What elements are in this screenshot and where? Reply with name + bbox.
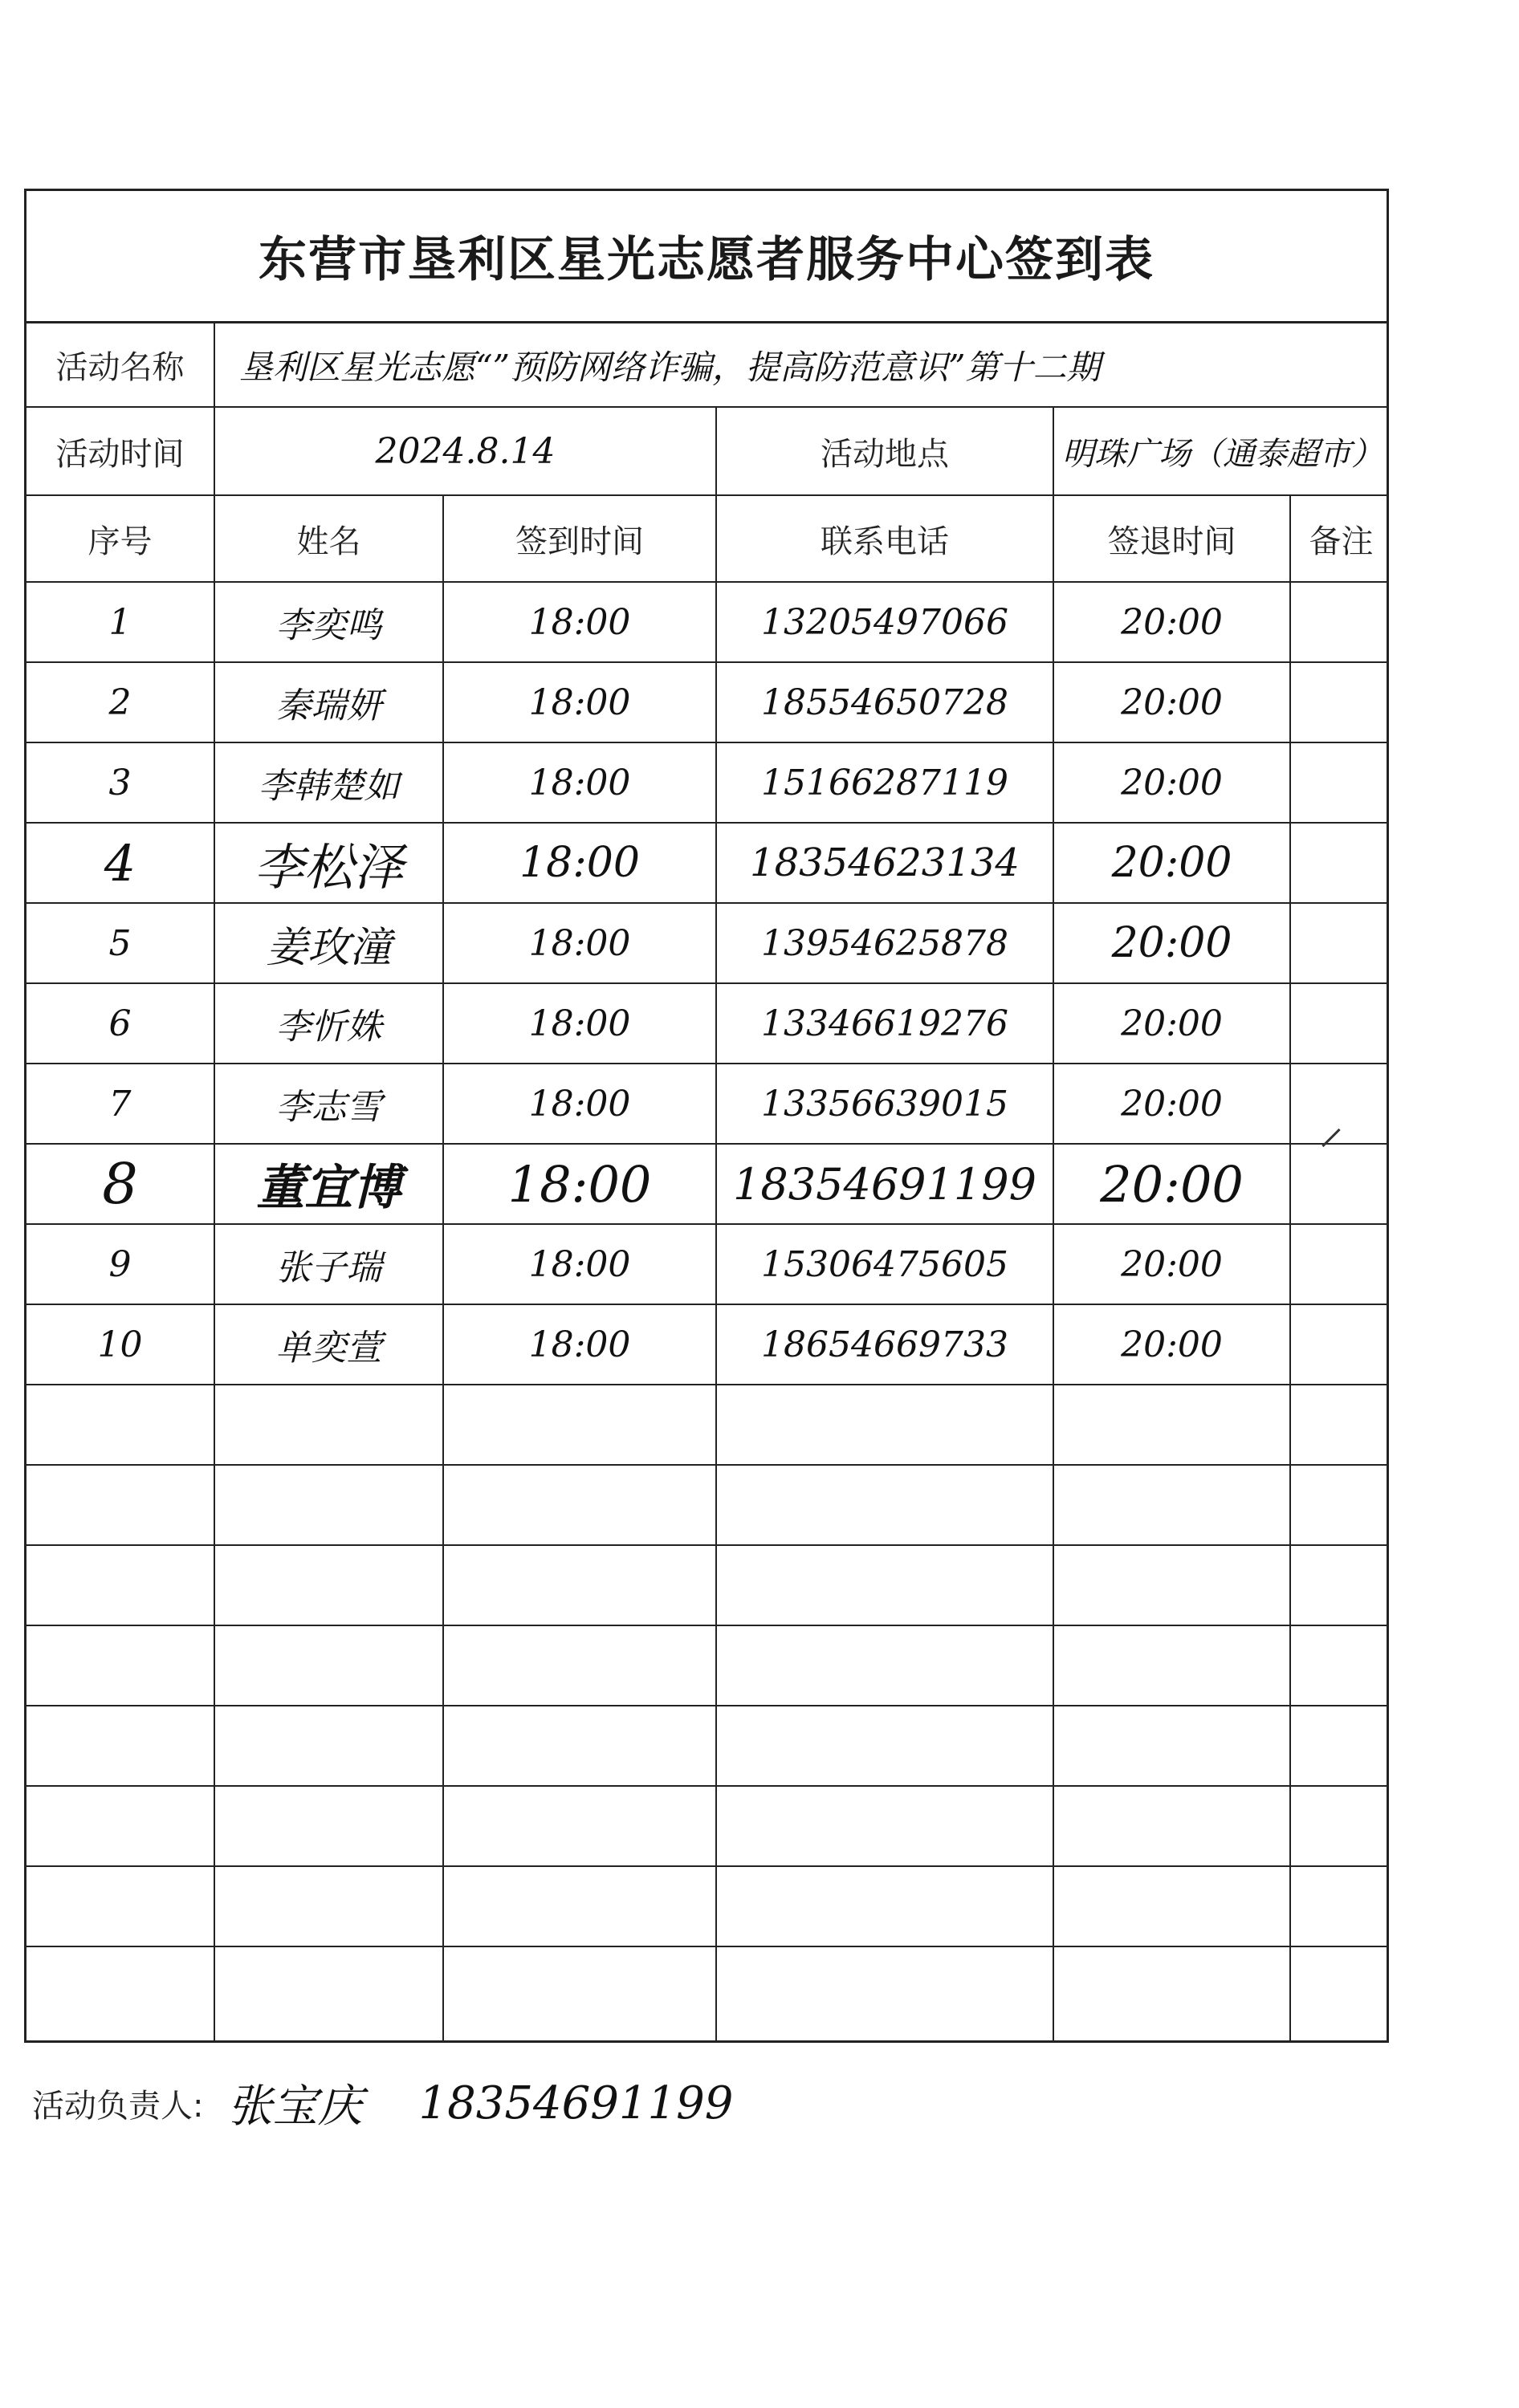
row-no: 8 (26, 1145, 215, 1223)
empty-cell (717, 1787, 1054, 1865)
row-sign-in: 18:00 (444, 1064, 717, 1143)
empty-cell (26, 1626, 215, 1705)
sign-in-sheet (24, 189, 1389, 2043)
activity-time-value: 2024.8.14 (215, 408, 717, 494)
empty-cell (1054, 1867, 1291, 1946)
row-name: 李韩楚如 (215, 743, 444, 822)
col-header-sign-in: 签到时间 (444, 496, 717, 581)
row-no: 4 (26, 824, 215, 902)
row-no: 2 (26, 663, 215, 742)
row-sign-in: 18:00 (444, 1145, 717, 1223)
row-note (1291, 663, 1391, 742)
row-phone: 18354691199 (717, 1145, 1054, 1223)
activity-time-label: 活动时间 (26, 408, 215, 494)
row-name: 秦瑞妍 (215, 663, 444, 742)
table-row (26, 984, 1387, 1064)
activity-place-value: 明珠广场（通泰超市） (1062, 435, 1383, 473)
empty-cell (215, 1546, 444, 1625)
table-row (26, 904, 1387, 984)
table-row-empty (26, 1546, 1387, 1626)
row-phone: 13356639015 (717, 1064, 1054, 1143)
empty-cell (215, 1787, 444, 1865)
row-note (1291, 824, 1391, 902)
row-sign-out: 20:00 (1054, 1145, 1291, 1223)
empty-cell (1054, 1546, 1291, 1625)
empty-cell (444, 1385, 717, 1464)
empty-cell (215, 1626, 444, 1705)
empty-cell (26, 1385, 215, 1464)
row-phone: 15166287119 (717, 743, 1054, 822)
row-note (1291, 1305, 1391, 1384)
row-sign-out: 20:00 (1054, 1064, 1291, 1143)
table-row-empty (26, 1706, 1387, 1787)
empty-cell (1054, 1385, 1291, 1464)
empty-cell (1291, 1867, 1391, 1946)
table-row (26, 1225, 1387, 1305)
empty-cell (26, 1706, 215, 1785)
empty-cell (1291, 1546, 1391, 1625)
organizer-signature: 张宝庆 (227, 2081, 363, 2133)
footer (32, 2071, 733, 2135)
empty-cell (26, 1546, 215, 1625)
activity-name-label: 活动名称 (26, 323, 215, 406)
row-phone: 13954625878 (717, 904, 1054, 982)
row-sign-out: 20:00 (1054, 1225, 1291, 1304)
row-note (1291, 1225, 1391, 1304)
empty-cell (1291, 1947, 1391, 2040)
empty-cell (717, 1867, 1054, 1946)
row-sign-in: 18:00 (444, 904, 717, 982)
empty-cell (1291, 1385, 1391, 1464)
activity-name-row (26, 323, 1387, 408)
row-sign-out: 20:00 (1054, 663, 1291, 742)
empty-cell (215, 1867, 444, 1946)
row-sign-in: 18:00 (444, 824, 717, 902)
row-name: 张子瑞 (215, 1225, 444, 1304)
empty-cell (444, 1466, 717, 1544)
table-row-empty (26, 1867, 1387, 1947)
empty-cell (215, 1706, 444, 1785)
empty-cell (1054, 1626, 1291, 1705)
row-name: 李奕鸣 (215, 583, 444, 661)
row-note (1291, 984, 1391, 1063)
row-phone: 13346619276 (717, 984, 1054, 1063)
row-sign-out: 20:00 (1054, 984, 1291, 1063)
row-name: 李松泽 (215, 824, 444, 902)
row-phone: 18654669733 (717, 1305, 1054, 1384)
row-name: 李志雪 (215, 1064, 444, 1143)
row-sign-in: 18:00 (444, 1225, 717, 1304)
row-note (1291, 583, 1391, 661)
empty-cell (1291, 1626, 1391, 1705)
empty-cell (444, 1706, 717, 1785)
row-sign-in: 18:00 (444, 743, 717, 822)
row-sign-out: 20:00 (1054, 1305, 1291, 1384)
col-header-no: 序号 (26, 496, 215, 581)
row-phone: 15306475605 (717, 1225, 1054, 1304)
empty-cell (215, 1466, 444, 1544)
empty-cell (444, 1546, 717, 1625)
row-name: 单奕萱 (215, 1305, 444, 1384)
row-no: 5 (26, 904, 215, 982)
activity-time-row (26, 408, 1387, 496)
empty-cell (717, 1466, 1054, 1544)
empty-cell (444, 1626, 717, 1705)
empty-cell (1291, 1787, 1391, 1865)
table-row-empty (26, 1466, 1387, 1546)
table-row (26, 824, 1387, 904)
empty-cell (26, 1787, 215, 1865)
empty-cell (717, 1626, 1054, 1705)
empty-cell (1291, 1706, 1391, 1785)
col-header-sign-out: 签退时间 (1054, 496, 1291, 581)
table-row (26, 663, 1387, 743)
row-sign-in: 18:00 (444, 1305, 717, 1384)
row-no: 7 (26, 1064, 215, 1143)
row-note (1291, 1064, 1391, 1143)
empty-cell (1054, 1466, 1291, 1544)
row-name: 李忻姝 (215, 984, 444, 1063)
empty-cell (444, 1867, 717, 1946)
table-header-row (26, 496, 1387, 583)
row-phone: 13205497066 (717, 583, 1054, 661)
row-name: 姜玫潼 (215, 904, 444, 982)
empty-cell (26, 1867, 215, 1946)
table-row-empty (26, 1787, 1387, 1867)
organizer-phone: 18354691199 (418, 2076, 734, 2129)
empty-cell (717, 1385, 1054, 1464)
row-sign-in: 18:00 (444, 984, 717, 1063)
empty-cell (26, 1466, 215, 1544)
row-no: 3 (26, 743, 215, 822)
empty-cell (215, 1947, 444, 2040)
table-row (26, 1064, 1387, 1145)
empty-cell (1054, 1706, 1291, 1785)
row-name: 董宜博 (215, 1145, 444, 1223)
row-sign-out: 20:00 (1054, 583, 1291, 661)
col-header-note: 备注 (1309, 523, 1374, 560)
empty-cell (1291, 1466, 1391, 1544)
table-row-empty (26, 1385, 1387, 1466)
activity-place-label: 活动地点 (717, 408, 1054, 494)
table-row (26, 583, 1387, 663)
empty-cell (717, 1546, 1054, 1625)
empty-cell (717, 1706, 1054, 1785)
activity-name-value: 垦利区星光志愿“”预防网络诈骗，提高防范意识”第十二期 (239, 347, 1101, 387)
empty-cell (444, 1947, 717, 2040)
empty-cell (215, 1385, 444, 1464)
empty-cell (444, 1787, 717, 1865)
row-note (1291, 904, 1391, 982)
row-note (1291, 743, 1391, 822)
organizer-label: 活动负责人: (32, 2087, 204, 2125)
empty-cell (26, 1947, 215, 2040)
row-sign-out: 20:00 (1054, 743, 1291, 822)
row-phone: 18554650728 (717, 663, 1054, 742)
table-row-empty (26, 1947, 1387, 2040)
row-sign-out: 20:00 (1054, 904, 1291, 982)
table-row (26, 1305, 1387, 1385)
row-sign-in: 18:00 (444, 663, 717, 742)
empty-cell (1054, 1787, 1291, 1865)
row-phone: 18354623134 (717, 824, 1054, 902)
row-note (1291, 1145, 1391, 1223)
col-header-phone: 联系电话 (717, 496, 1054, 581)
row-no: 9 (26, 1225, 215, 1304)
table-row (26, 1145, 1387, 1225)
row-sign-in: 18:00 (444, 583, 717, 661)
table-row (26, 743, 1387, 824)
empty-cell (717, 1947, 1054, 2040)
row-sign-out: 20:00 (1054, 824, 1291, 902)
row-no: 10 (26, 1305, 215, 1384)
table-row-empty (26, 1626, 1387, 1706)
col-header-name: 姓名 (215, 496, 444, 581)
sheet-title: 东营市垦利区星光志愿者服务中心签到表 (26, 191, 1387, 323)
empty-cell (1054, 1947, 1291, 2040)
row-no: 1 (26, 583, 215, 661)
row-no: 6 (26, 984, 215, 1063)
